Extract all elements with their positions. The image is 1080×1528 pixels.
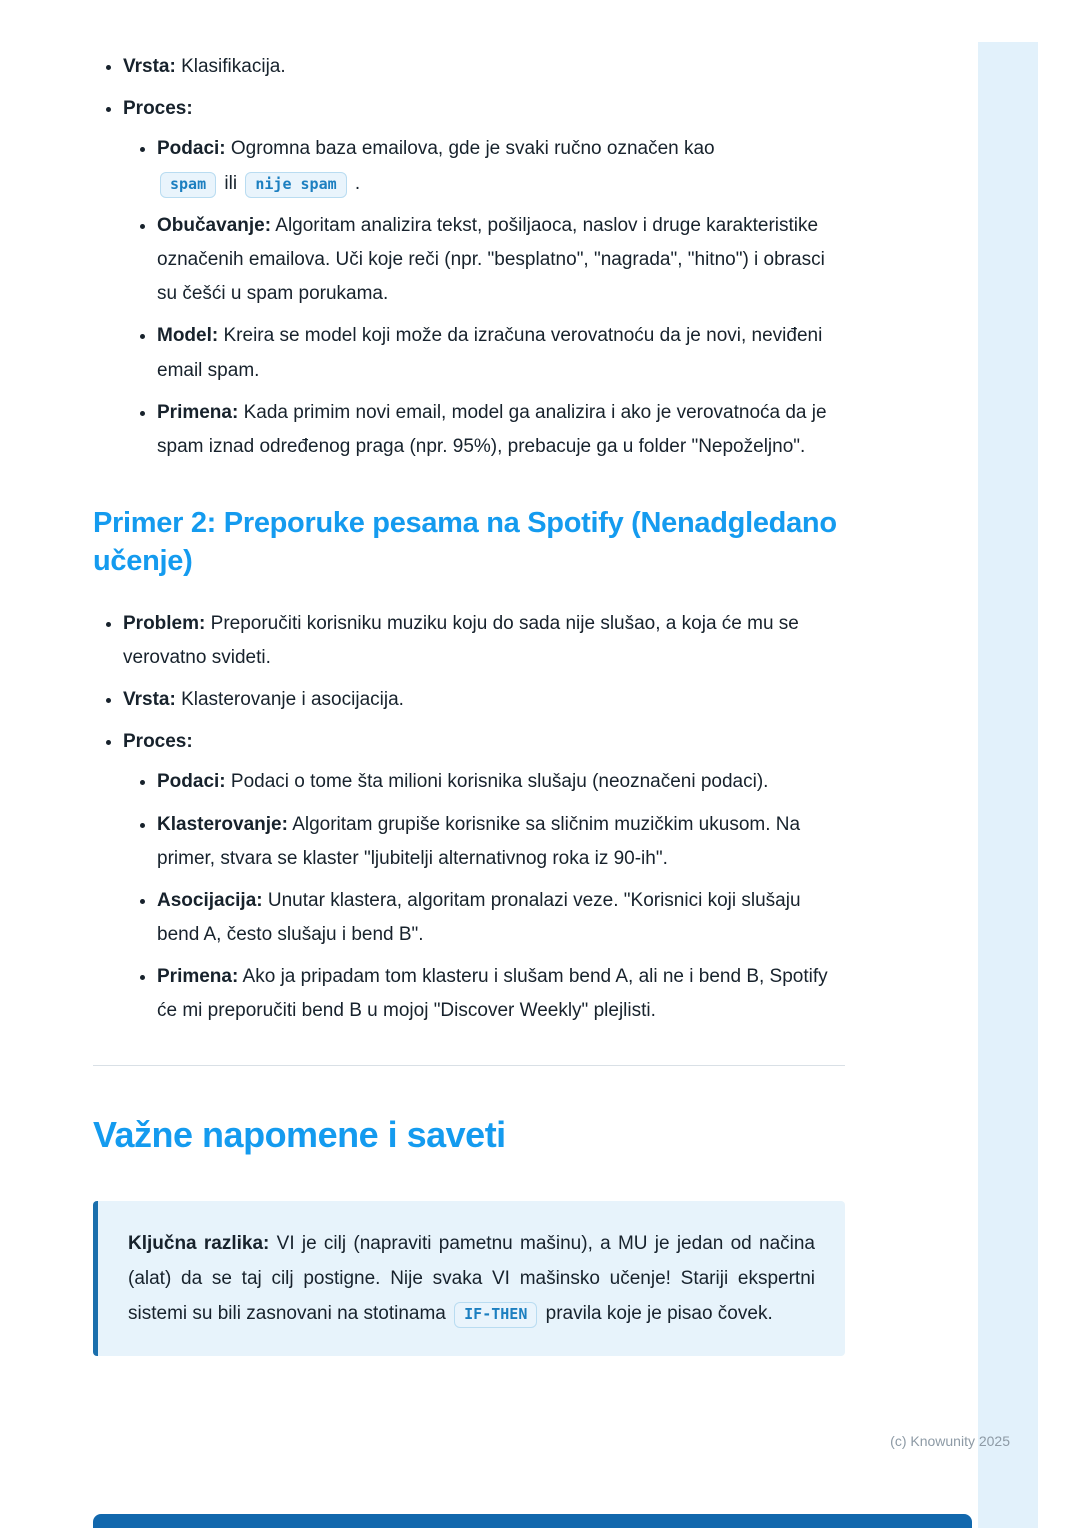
next-callout-edge — [93, 1514, 972, 1528]
item-text: Algoritam grupiše korisnike sa sličnim muzičkim ukusom. Na primer, stvara se klaster "ljubitelji alternativnog roka iz 90-ih". — [157, 813, 801, 869]
item-label: Podaci: — [157, 138, 226, 160]
item-text: ili — [224, 172, 238, 194]
scroll-strip — [978, 42, 1038, 1528]
item-label: Problem: — [123, 612, 206, 634]
section-divider — [93, 1065, 845, 1066]
item-label: Primena: — [157, 966, 239, 988]
sub-list-proces1 — [123, 132, 845, 464]
item-label: Primena: — [157, 401, 239, 423]
item-text: Podaci o tome šta milioni korisnika slušaju (neoznačeni podaci). — [230, 771, 769, 793]
item-text: Kreira se model koji može da izračuna verovatnoću da je novi, neviđeni email spam. — [157, 325, 823, 381]
list-item-asocijacija — [157, 884, 845, 952]
list-item-vrsta — [123, 683, 845, 717]
callout-text: VI je cilj (napraviti pametnu mašinu), a MU je jedan od načina (alat) da se taj cilj postigne. Nije svaka VI mašinsko učenje! Stariji ekspertni sistemi su bili zasnovani na stotinama — [128, 1232, 815, 1324]
list-item-podaci — [157, 132, 845, 200]
item-text: . — [354, 172, 361, 194]
list-item-primena — [157, 960, 845, 1028]
footer-credit: (c) Knowunity 2025 — [890, 1433, 1010, 1449]
list-item-klasterovanje — [157, 808, 845, 876]
list-item-obucavanje — [157, 209, 845, 312]
item-text: Ako ja pripadam tom klasteru i slušam bend A, ali ne i bend B, Spotify će mi preporučiti bend B u mojoj "Discover Weekly" plejlisti. — [157, 966, 828, 1022]
callout-text: pravila koje je pisao čovek. — [545, 1302, 773, 1324]
item-text: Algoritam analizira tekst, pošiljaoca, naslov i druge karakteristike označenih emailova. Uči koje reči (npr. "besplatno", "nagrada", "hitno") i obrasci su češći u spam porukama. — [157, 214, 825, 305]
item-text: Kada primim novi email, model ga analizira i ako je verovatnoća da je spam iznad određenog praga (npr. 95%), prebacuje ga u folder "Nepoželjno". — [157, 401, 827, 457]
item-label: Model: — [157, 325, 219, 347]
item-label: Obučavanje: — [157, 214, 272, 236]
item-label: Podaci: — [157, 771, 226, 793]
code-badge-if-then: IF-THEN — [454, 1302, 537, 1328]
code-badge-spam: spam — [160, 172, 216, 198]
item-text: Klasifikacija. — [181, 56, 286, 77]
bullet-list-primer2 — [93, 607, 845, 1029]
item-text: Unutar klastera, algoritam pronalazi veze. "Korisnici koji slušaju bend A, često slušaju i bend B". — [157, 889, 801, 946]
list-item-model — [157, 319, 845, 387]
item-label: Asocijacija: — [157, 889, 263, 911]
heading-primer2: Primer 2: Preporuke pesama na Spotify (Nenadgledano učenje) — [93, 507, 837, 578]
item-label: Klasterovanje: — [157, 813, 288, 835]
document-content — [93, 50, 845, 1356]
list-item-proces — [123, 725, 845, 1029]
item-text: Preporučiti korisniku muziku koju do sada nije slušao, a koja će mu se verovatno svideti. — [123, 612, 799, 668]
list-item-problem — [123, 607, 845, 675]
item-text: Klasterovanje i asocijacija. — [181, 688, 404, 710]
sub-list-proces2 — [123, 765, 845, 1028]
code-badge-nije-spam: nije spam — [245, 172, 346, 198]
list-item-podaci — [157, 765, 845, 799]
item-label: Vrsta: — [123, 688, 176, 710]
list-item-proces — [123, 92, 845, 464]
item-label: Proces: — [123, 98, 193, 120]
heading-vazne-napomene: Važne napomene i saveti — [93, 1113, 506, 1155]
list-item-primena — [157, 396, 845, 464]
list-item-vrsta — [123, 50, 845, 84]
bullet-list-primer1 — [93, 50, 845, 464]
key-difference-callout — [93, 1201, 845, 1356]
item-text: Ogromna baza emailova, gde je svaki ručno označen kao — [230, 138, 715, 160]
item-label: Proces: — [123, 731, 193, 753]
item-label: Vrsta: — [123, 56, 176, 77]
callout-label: Ključna razlika: — [128, 1232, 270, 1254]
